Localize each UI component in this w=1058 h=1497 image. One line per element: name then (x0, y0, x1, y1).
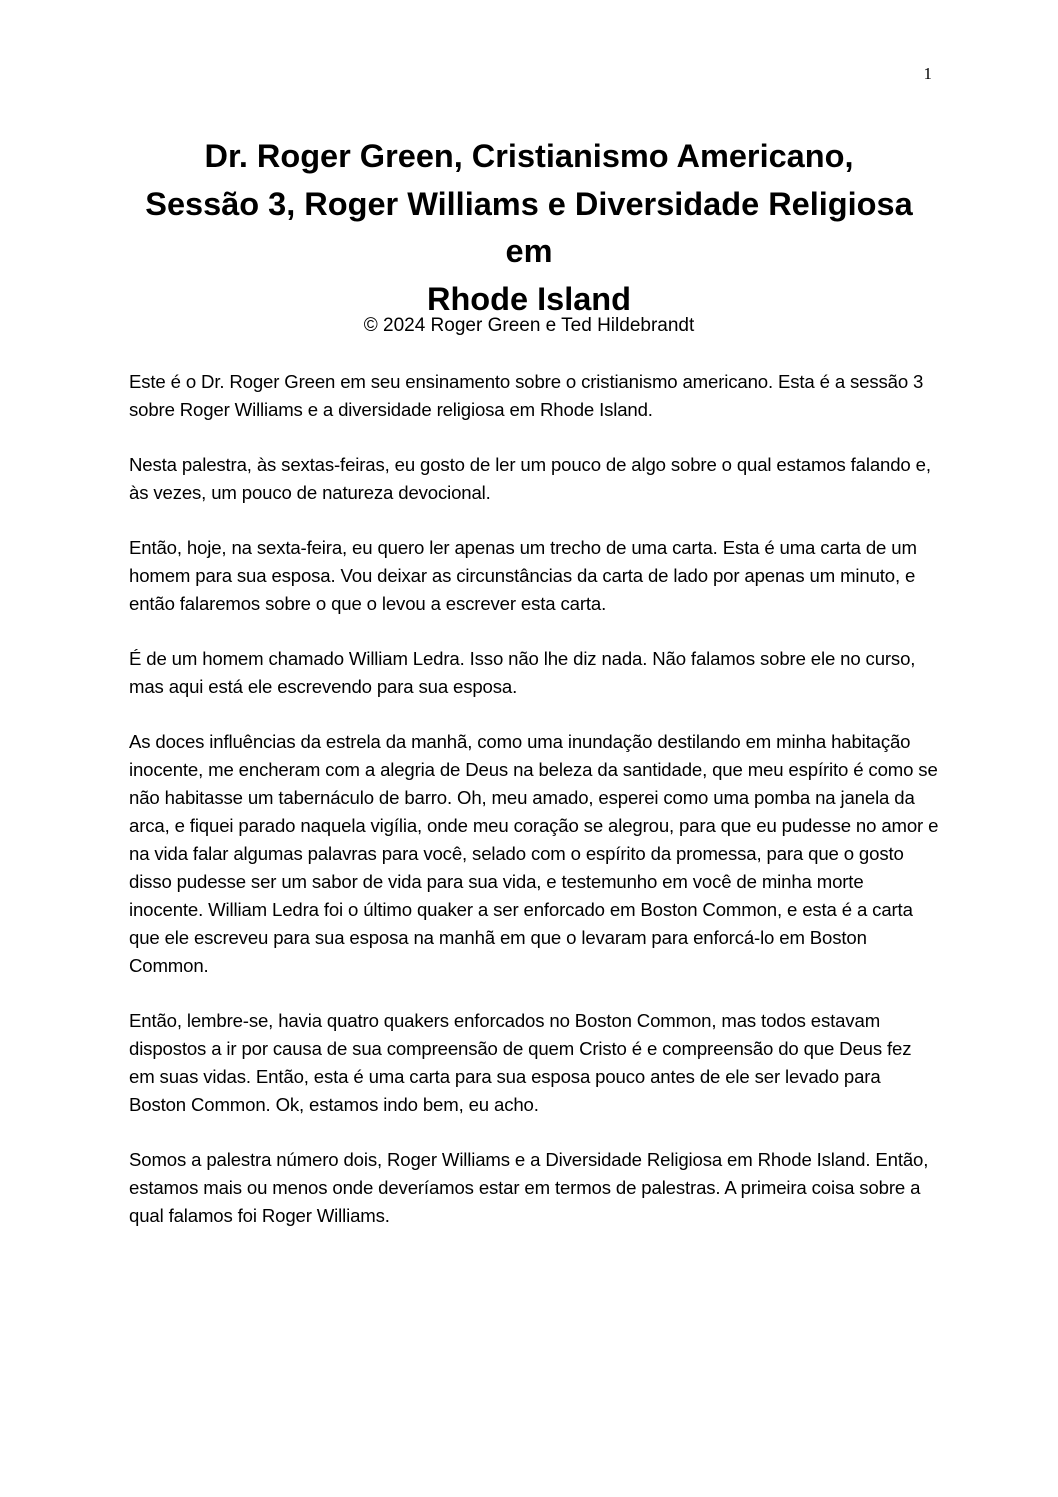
copyright-notice: © 2024 Roger Green e Ted Hildebrandt (363, 315, 695, 336)
body-paragraph: Este é o Dr. Roger Green em seu ensinamento sobre o cristianismo americano. Esta é a sessão 3 sobre Roger Williams e a diversidade religiosa em Rhode Island. (129, 371, 924, 420)
title-line: em (505, 233, 553, 269)
title-line: Rhode Island (426, 280, 632, 317)
body-paragraph: Nesta palestra, às sextas-feiras, eu gosto de ler um pouco de algo sobre o qual estamos falando e, às vezes, um pouco de natureza devocional. (129, 454, 931, 503)
title-line: Sessão 3, Roger Williams e Diversidade Religiosa (145, 185, 913, 222)
document-title (100, 133, 958, 323)
body-paragraph: Então, hoje, na sexta-feira, eu quero ler apenas um trecho de uma carta. Esta é uma carta de um homem para sua esposa. Vou deixar as circunstâncias da carta de lado por apenas um minuto, e então falaremos sobre o que o levou a escrever esta carta. (129, 537, 917, 614)
body-paragraph: Somos a palestra número dois, Roger Williams e a Diversidade Religiosa em Rhode Island. Então, estamos mais ou menos onde deveríamos estar em termos de palestras. A primeira coisa sobre a qual falamos foi Roger Williams. (129, 1149, 929, 1226)
quoted-letter-paragraph: As doces influências da estrela da manhã, como uma inundação destilando em minha habitação inocente, me encheram com a alegria de Deus na beleza da santidade, que meu espírito é como se não habitasse um tabernáculo de barro. Oh, meu amado, esperei como uma pomba na janela da arca, e fiquei parado naquela vigília, onde meu coração se alegrou, para que eu pudesse no amor e na vida falar algumas palavras para você, selado com o espírito da promessa, para que o gosto disso pudesse ser um sabor de vida para sua vida, e testemunho em você de minha morte inocente. William Ledra foi o último quaker a ser enforcado em Boston Common, e esta é a carta que ele escreveu para sua esposa na manhã em que o levaram para enforcá-lo em Boston Common. (129, 731, 939, 976)
body-paragraph: Então, lembre-se, havia quatro quakers enforcados no Boston Common, mas todos estavam dispostos a ir por causa de sua compreensão de quem Cristo é e compreensão do que Deus fez em suas vidas. Então, esta é uma carta para sua esposa pouco antes de ele ser levado para Boston Common. Ok, estamos indo bem, eu acho. (129, 1010, 912, 1115)
page-number: 1 (923, 64, 932, 83)
body-paragraph: É de um homem chamado William Ledra. Isso não lhe diz nada. Não falamos sobre ele no curso, mas aqui está ele escrevendo para sua esposa. (129, 648, 916, 697)
title-line: Dr. Roger Green, Cristianismo Americano, (204, 138, 854, 174)
document-body (129, 368, 939, 1257)
